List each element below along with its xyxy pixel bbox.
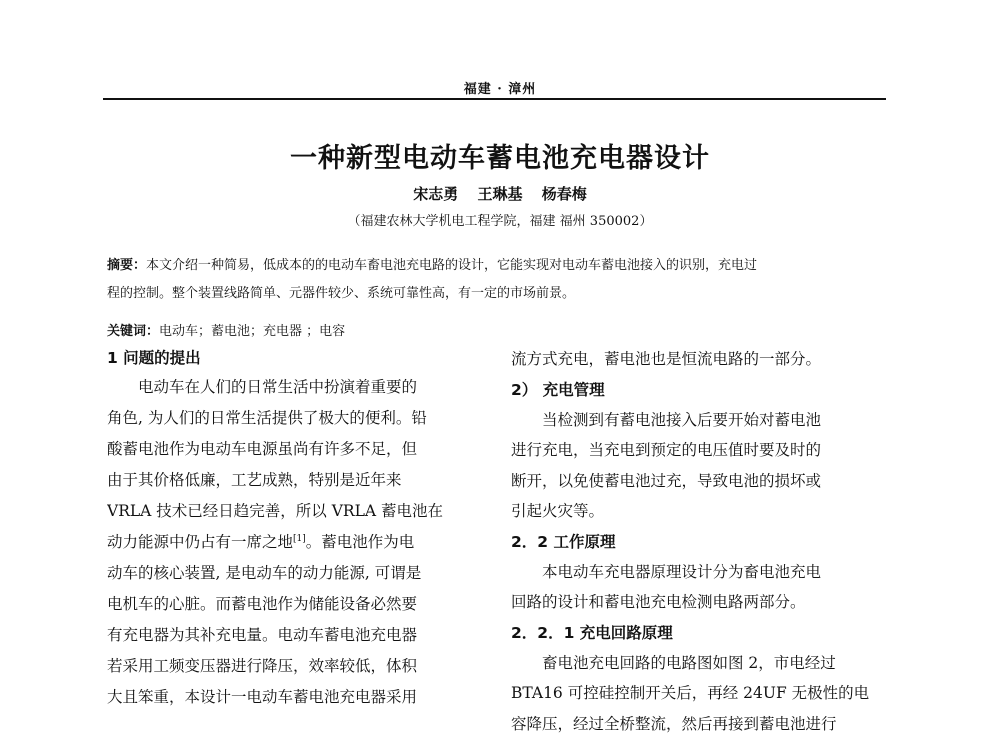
abstract <box>107 252 883 308</box>
right-column <box>511 344 877 739</box>
keywords <box>107 322 883 342</box>
body-line-text: 动力能源中仍占有一席之地 <box>107 533 293 551</box>
abstract-text: 本文介绍一种简易，低成本的的电动车畜电池充电路的设计，它能实现对电动车蓄电池接入的识别，充电过 <box>146 258 757 273</box>
body-line: 电动车在人们的日常生活中扮演着重要的 <box>107 372 467 403</box>
paper-title: 一种新型电动车蓄电池充电器设计 <box>0 136 1000 175</box>
section-heading-2-2: 2．2 工作原理 <box>511 527 877 557</box>
keywords-label: 关键词： <box>107 324 159 339</box>
section-heading-2-2-1: 2．2．1 充电回路原理 <box>511 618 877 648</box>
abstract-line-2: 程的控制。整个装置线路简单、元器件较少、系统可靠性高，有一定的市场前景。 <box>107 280 883 308</box>
header-location: 福建 · 漳州 <box>0 78 1000 97</box>
body-line: 酸蓄电池作为电动车电源虽尚有许多不足，但 <box>107 434 467 465</box>
body-line: 回路的设计和蓄电池充电检测电路两部分。 <box>511 587 877 618</box>
abstract-line-1 <box>107 252 883 280</box>
body-line: 由于其价格低廉，工艺成熟，特别是近年来 <box>107 465 467 496</box>
section-heading-1: 1 问题的提出 <box>107 344 467 372</box>
left-column <box>107 344 467 713</box>
body-line: 大且笨重，本设计一电动车蓄电池充电器采用 <box>107 682 467 713</box>
reference-mark: [1] <box>293 534 306 544</box>
body-line-tail: 。蓄电池作为电 <box>306 533 415 551</box>
body-line: 本电动车充电器原理设计分为畜电池充电 <box>511 557 877 588</box>
body-line: 若采用工频变压器进行降压，效率较低，体积 <box>107 651 467 682</box>
body-line: 断开，以免使蓄电池过充，导致电池的损坏或 <box>511 466 877 497</box>
body-line: VRLA 技术已经日趋完善，所以 VRLA 蓄电池在 <box>107 496 467 527</box>
body-line: BTA16 可控硅控制开关后，再经 24UF 无极性的电 <box>511 678 877 709</box>
body-line: 流方式充电，蓄电池也是恒流电路的一部分。 <box>511 344 877 375</box>
body-line: 角色, 为人们的日常生活提供了极大的便利。铅 <box>107 403 467 434</box>
body-line <box>107 527 467 558</box>
body-line: 当检测到有蓄电池接入后要开始对蓄电池 <box>511 405 877 436</box>
header-rule <box>103 98 886 100</box>
body-line: 进行充电，当充电到预定的电压值时要及时的 <box>511 435 877 466</box>
body-line: 电机车的心脏。而蓄电池作为储能设备必然要 <box>107 589 467 620</box>
body-line: 引起火灾等。 <box>511 496 877 527</box>
body-line: 动车的核心装置, 是电动车的动力能源, 可谓是 <box>107 558 467 589</box>
affiliation: （福建农林大学机电工程学院，福建 福州 350002） <box>0 210 1000 229</box>
abstract-label: 摘要： <box>107 258 146 273</box>
body-line: 畜电池充电回路的电路图如图 2，市电经过 <box>511 648 877 679</box>
body-line: 容降压，经过全桥整流，然后再接到蓄电池进行 <box>511 709 877 739</box>
subheading-charge-management: 2） 充电管理 <box>511 375 877 405</box>
keywords-text: 电动车；蓄电池；充电器 ；电容 <box>159 324 345 339</box>
body-line: 有充电器为其补充电量。电动车蓄电池充电器 <box>107 620 467 651</box>
authors: 宋志勇 王琳基 杨春梅 <box>0 183 1000 204</box>
